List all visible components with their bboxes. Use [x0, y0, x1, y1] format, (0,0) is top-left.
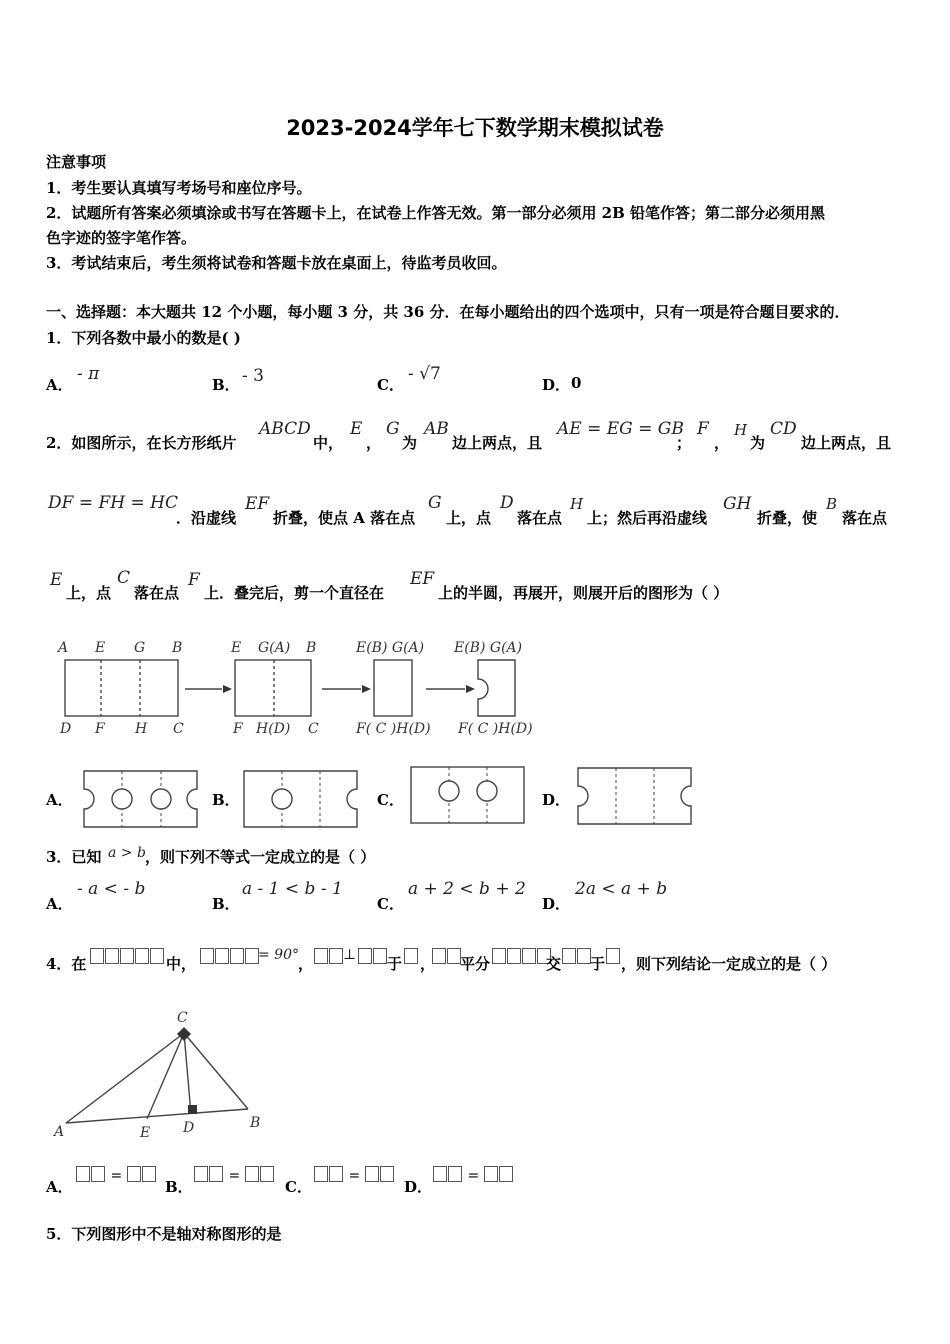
- q2-text-16: 上．叠完后，剪一个直径在: [204, 584, 385, 602]
- q2-opt-a-label: A．: [46, 791, 73, 809]
- q2-math-gh: GH: [723, 494, 752, 514]
- side-cb: [184, 1033, 248, 1109]
- q2-fold-figure: [46, 632, 556, 744]
- q4-opt-d-label: D．: [404, 1178, 433, 1196]
- q1-opt-c-label: C．: [377, 376, 404, 394]
- q2-text-3: 为: [402, 434, 418, 452]
- q2-text-12: 折叠，使: [757, 509, 818, 527]
- q3-opt-a-label: A．: [46, 895, 73, 913]
- fig3-rect: [374, 660, 412, 716]
- q2-math-e: E: [350, 419, 363, 439]
- q2-math-eq1: AE = EG = GB: [557, 419, 684, 439]
- q2-opt-b-label: B．: [212, 791, 240, 809]
- fig1-label-c: C: [173, 721, 184, 737]
- arrow-1-head: [223, 685, 232, 693]
- q1-opt-b-math: - 3: [242, 366, 264, 386]
- fig4-label-bot: F( C )H(D): [458, 721, 533, 737]
- q2-text-5: 为: [750, 434, 766, 452]
- q2-math-c: C: [117, 568, 131, 588]
- q4-text-3: 于: [387, 955, 403, 973]
- q1-opt-d-text: 0: [571, 374, 582, 392]
- q2-opt-b-figure: [236, 766, 362, 832]
- q4-text-6: 交: [546, 955, 562, 973]
- q4-missing-acd: [492, 948, 552, 966]
- q4-missing-ab: [358, 948, 388, 966]
- fig1-label-a: A: [58, 640, 69, 656]
- notice-item-2a: 2．试题所有答案必须填涂或书写在答题卡上，在试卷上作答无效。第一部分必须用 2B 铅笔作答；第二部分必须用黑: [46, 204, 826, 222]
- q1-opt-a-label: A．: [46, 376, 73, 394]
- fig1-label-h: H: [135, 721, 148, 737]
- q4-label-b: B: [250, 1115, 261, 1131]
- q4-missing-cd: [314, 948, 344, 966]
- q2-text-10: 落在点: [517, 509, 563, 527]
- q2-opt-a-figure: [72, 766, 207, 832]
- notice-item-1: 1．考生要认真填写考场号和座位序号。: [46, 179, 312, 197]
- fig2-label-hd: H(D): [256, 721, 291, 737]
- fig2-label-ga: G(A): [258, 640, 291, 656]
- q4-perp: ⊥: [343, 947, 357, 963]
- fig2-label-c: C: [308, 721, 319, 737]
- q2-text-2: 中，: [313, 434, 344, 452]
- fig2-label-e: E: [231, 640, 242, 656]
- q2-math-ef2: EF: [410, 569, 435, 589]
- q4-opt-c-label: C．: [285, 1178, 312, 1196]
- fig1-label-f: F: [95, 721, 105, 737]
- fig2-label-b: B: [306, 640, 317, 656]
- arrow-3-head: [466, 685, 475, 693]
- q2-text-17: 上的半圆，再展开，则展开后的图形为（ ）: [438, 584, 729, 602]
- q4-text-4: ，: [420, 955, 436, 973]
- q3-opt-c-math: a + 2 < b + 2: [408, 879, 526, 899]
- fig4-label-top: E(B) G(A): [454, 640, 523, 656]
- q2-text-6: 边上两点，且: [801, 434, 892, 452]
- fig1-label-g: G: [134, 640, 146, 656]
- q4-text-8: ，则下列结论一定成立的是（ ）: [621, 955, 837, 973]
- q4-text-1: 4．在: [46, 955, 87, 973]
- page-title: 2023-2024学年七下数学期末模拟试卷: [286, 116, 664, 140]
- fig1-label-e: E: [95, 640, 106, 656]
- q2-opt-d-label: D．: [542, 791, 571, 809]
- q2-text-14: 上，点: [66, 584, 112, 602]
- q4-missing-ce: [432, 948, 462, 966]
- q1-opt-d-label: D．: [542, 376, 571, 394]
- q2-math-b: B: [826, 495, 838, 513]
- fig3-label-bot: F( C )H(D): [356, 721, 431, 737]
- q4-text-7: 于: [590, 955, 606, 973]
- q2-comma-1: ，: [366, 434, 382, 452]
- q3-opt-d-label: D．: [542, 895, 571, 913]
- fig1-label-d: D: [60, 721, 72, 737]
- q3-text-1: 3．已知: [46, 848, 102, 866]
- q4-label-a: A: [54, 1124, 65, 1140]
- q2-math-e2: E: [50, 570, 63, 590]
- q2-math-g2: G: [428, 493, 442, 513]
- q4-missing-angle: [200, 948, 260, 966]
- q4-opt-d-eq: =: [433, 1166, 514, 1184]
- q3-opt-b-math: a - 1 < b - 1: [242, 879, 343, 899]
- arrow-2-head: [362, 685, 371, 693]
- q2-opt-c-label: C．: [377, 791, 404, 809]
- fig4-cut-shape: [478, 660, 515, 716]
- q3-opt-b-label: B．: [212, 895, 240, 913]
- side-ac: [66, 1033, 184, 1123]
- q2-math-g: G: [386, 419, 400, 439]
- q4-label-e: E: [140, 1125, 151, 1141]
- q2-text-13: 落在点: [842, 509, 888, 527]
- q1-stem: 1．下列各数中最小的数是( ): [46, 329, 241, 347]
- q2-math-cd: CD: [770, 419, 797, 439]
- q2-math-abcd: ABCD: [259, 419, 311, 439]
- q4-opt-a-eq: =: [76, 1166, 157, 1184]
- q2-math-d: D: [500, 493, 514, 513]
- q2-math-f2: F: [188, 570, 200, 590]
- q2-math-ef: EF: [245, 494, 270, 514]
- q4-missing-e: [606, 948, 621, 966]
- q4-missing-ad: [562, 948, 592, 966]
- q4-missing-d: [404, 948, 419, 966]
- q2-math-eq2: DF = FH = HC: [48, 493, 178, 513]
- q4-label-d: D: [183, 1120, 195, 1136]
- notice-item-2b: 色字迹的签字笔作答。: [46, 229, 197, 247]
- q2-text-7: ．沿虚线: [176, 509, 237, 527]
- notice-item-3: 3．考试结束后，考生须将试卷和答题卡放在桌面上，待监考员收回。: [46, 254, 507, 272]
- q4-triangle-figure: [46, 1006, 272, 1142]
- q2-opt-c-figure: [403, 762, 529, 828]
- q3-opt-a-math: - a < - b: [77, 879, 146, 899]
- fig2-rect: [235, 660, 311, 716]
- q3-opt-c-label: C．: [377, 895, 404, 913]
- q4-opt-b-label: B．: [165, 1178, 193, 1196]
- q4-opt-a-label: A．: [46, 1178, 73, 1196]
- q2-text-15: 落在点: [134, 584, 180, 602]
- q1-opt-a-math: - π: [77, 364, 100, 384]
- q4-opt-b-eq: =: [194, 1166, 275, 1184]
- q2-semicolon: ；: [676, 434, 692, 452]
- fig2-label-f: F: [233, 721, 243, 737]
- segment-cd: [184, 1033, 191, 1114]
- q4-text-5: 平分: [460, 955, 491, 973]
- q4-text-2: 中，: [166, 955, 197, 973]
- segment-ce: [147, 1033, 184, 1119]
- q2-text-11: 上；然后再沿虚线: [587, 509, 708, 527]
- section-heading: 一、选择题：本大题共 12 个小题，每小题 3 分，共 36 分．在每小题给出的四个选项中，只有一项是符合题目要求的．: [46, 303, 850, 321]
- fig1-label-b: B: [172, 640, 183, 656]
- q4-label-c: C: [177, 1010, 188, 1026]
- fig1-rect: [65, 660, 178, 716]
- q2-text-4: 边上两点，且: [452, 434, 543, 452]
- q4-comma: ，: [298, 955, 314, 973]
- q5-stem: 5．下列图形中不是轴对称图形的是: [46, 1225, 282, 1243]
- q4-missing-triangle: [90, 948, 165, 966]
- q2-opt-d-figure: [570, 763, 696, 829]
- q2-math-ab: AB: [424, 419, 449, 439]
- q1-opt-b-label: B．: [212, 376, 240, 394]
- q2-math-f: F: [697, 419, 709, 439]
- q2-text-1: 2．如图所示，在长方形纸片: [46, 434, 237, 452]
- q2-math-h2: H: [570, 495, 584, 513]
- fig3-label-top: E(B) G(A): [356, 640, 425, 656]
- q3-text-2: ，则下列不等式一定成立的是（ ）: [145, 848, 376, 866]
- q2-text-8: 折叠，使点 A 落在点: [273, 509, 416, 527]
- q2-text-9: 上，点: [446, 509, 492, 527]
- q1-opt-c-math: - √7: [408, 364, 441, 384]
- right-angle-mark-d: [188, 1105, 197, 1114]
- notice-heading: 注意事项: [46, 153, 107, 171]
- q4-opt-c-eq: =: [314, 1166, 395, 1184]
- q2-comma-2: ，: [714, 434, 730, 452]
- q4-math-deg: = 90°: [258, 947, 299, 963]
- side-ab: [66, 1109, 248, 1123]
- q3-opt-d-math: 2a < a + b: [575, 879, 668, 899]
- q3-math-cond: a > b: [108, 845, 146, 861]
- q2-math-h: H: [734, 421, 748, 439]
